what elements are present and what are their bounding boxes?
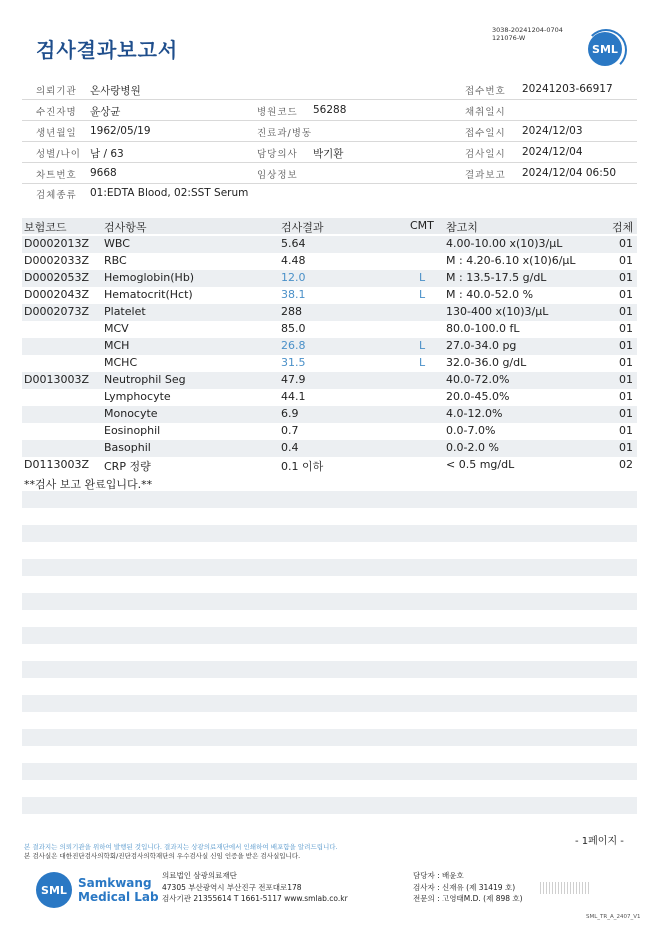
cell-result: 31.5 — [281, 356, 306, 369]
hospital-value: 온사랑병원 — [90, 85, 141, 97]
info-row-2 — [22, 100, 637, 121]
tester-name: 신재유 (제 31419 호) — [442, 882, 516, 892]
info-row-6 — [22, 183, 637, 203]
cell-code: D0002073Z — [24, 305, 89, 318]
sml-logo: SML — [588, 32, 622, 66]
cell-code: D0002043Z — [24, 288, 89, 301]
table-row — [22, 270, 637, 287]
cell-result: 288 — [281, 305, 302, 318]
logo-arc-icon — [585, 29, 627, 71]
cell-result: 12.0 — [281, 271, 306, 284]
specimen-value: 01:EDTA Blood, 02:SST Serum — [90, 187, 249, 199]
empty-row-stripe — [22, 695, 637, 712]
form-code: SML_TR_A_2407_V1 — [586, 914, 641, 920]
cell-ref: 20.0-45.0% — [446, 390, 510, 403]
clinical-label: 임상정보 — [257, 170, 298, 181]
cell-result: 47.9 — [281, 373, 306, 386]
cell-item: Eosinophil — [104, 424, 161, 437]
page-title: 검사결과보고서 — [36, 38, 179, 62]
cell-cmt: L — [419, 271, 426, 284]
chart-value: 9668 — [90, 167, 117, 179]
cell-spec: 01 — [619, 441, 633, 454]
cell-spec: 01 — [619, 339, 633, 352]
table-row — [22, 389, 637, 406]
cell-spec: 01 — [619, 254, 633, 267]
cell-spec: 01 — [619, 373, 633, 386]
cell-result: 0.1 이하 — [281, 460, 324, 473]
cell-item: Monocyte — [104, 407, 158, 420]
hosp-code-value: 56288 — [313, 104, 347, 116]
cell-cmt: L — [419, 339, 426, 352]
cell-item: MCHC — [104, 356, 138, 369]
cell-item: Platelet — [104, 305, 146, 318]
specimen-label: 검체종류 — [36, 190, 77, 201]
table-row — [22, 355, 637, 372]
dept-label: 진료과/병동 — [257, 128, 313, 139]
cell-ref: M : 40.0-52.0 % — [446, 288, 534, 301]
cell-ref: 0.0-2.0 % — [446, 441, 499, 454]
birth-value: 1962/05/19 — [90, 125, 151, 137]
cell-code: D0002053Z — [24, 271, 89, 284]
table-row — [22, 321, 637, 338]
empty-row-stripe — [22, 593, 637, 610]
cell-result: 0.7 — [281, 424, 299, 437]
cell-item: Basophil — [104, 441, 151, 454]
footer-note-1: 본 결과지는 의뢰기관을 위하여 발행된 것입니다. 결과지는 상광의료재단에서 인쇄하여 배포함을 알려드립니다. — [24, 843, 338, 851]
table-row — [22, 406, 637, 423]
doctor-label: 담당의사 — [257, 149, 298, 160]
table-row — [22, 253, 637, 270]
cell-result: 6.9 — [281, 407, 299, 420]
col-code: 보험코드 — [24, 221, 67, 234]
hosp-code-label: 병원코드 — [257, 107, 298, 118]
cell-spec: 01 — [619, 424, 633, 437]
sex-age-value: 남 / 63 — [90, 148, 124, 160]
document-id: 3038-20241204-0704 121076-W — [492, 26, 563, 42]
doctor-value: 박기환 — [313, 148, 344, 160]
cell-code: D0002013Z — [24, 237, 89, 250]
cell-ref: 4.0-12.0% — [446, 407, 503, 420]
table-row — [22, 423, 637, 440]
col-item: 검사항목 — [104, 221, 147, 234]
info-row-3 — [22, 121, 637, 142]
signature-mark — [540, 882, 590, 894]
table-row — [22, 440, 637, 457]
cell-result: 4.48 — [281, 254, 306, 267]
cell-ref: M : 4.20-6.10 x(10)6/μL — [446, 254, 576, 267]
cell-spec: 01 — [619, 237, 633, 250]
empty-row-stripe — [22, 763, 637, 780]
sex-age-label: 성별/나이 — [36, 149, 81, 160]
cell-item: RBC — [104, 254, 127, 267]
brand-name: Samkwang Medical Lab — [78, 876, 159, 904]
table-row — [22, 287, 637, 304]
cell-ref: 4.00-10.00 x(10)3/μL — [446, 237, 563, 250]
staff-info: 담당자 : 배윤호 검사자 : 신재유 (제 31419 호) 전문의 : 고영태M.D. (제 898 호) — [413, 871, 523, 903]
sml-footer-logo: SML — [36, 872, 72, 908]
cell-spec: 01 — [619, 271, 633, 284]
table-row — [22, 304, 637, 321]
cell-spec: 01 — [619, 390, 633, 403]
col-spec: 검체 — [612, 221, 634, 234]
name-label: 수진자명 — [36, 107, 77, 118]
birth-label: 생년월일 — [36, 128, 77, 139]
page-number: - 1페이지 - — [575, 836, 624, 847]
report-complete-message: **검사 보고 완료입니다.** — [24, 478, 153, 491]
cell-ref: 40.0-72.0% — [446, 373, 510, 386]
test-date-label: 검사일시 — [465, 149, 506, 160]
cell-spec: 01 — [619, 288, 633, 301]
collect-date-label: 채취일시 — [465, 107, 506, 118]
hospital-label: 의뢰기관 — [36, 86, 77, 97]
cell-code: D0113003Z — [24, 458, 89, 471]
cell-item: Lymphocyte — [104, 390, 171, 403]
cell-ref: M : 13.5-17.5 g/dL — [446, 271, 547, 284]
empty-row-stripe — [22, 729, 637, 746]
receipt-date-label: 접수일시 — [465, 128, 506, 139]
cell-result: 44.1 — [281, 390, 306, 403]
empty-row-stripe — [22, 797, 637, 814]
cell-spec: 02 — [619, 458, 633, 471]
cell-result: 5.64 — [281, 237, 306, 250]
cell-ref: 0.0-7.0% — [446, 424, 496, 437]
cell-ref: 80.0-100.0 fL — [446, 322, 520, 335]
cell-result: 85.0 — [281, 322, 306, 335]
cell-item: Hemoglobin(Hb) — [104, 271, 195, 284]
results-table-header — [22, 218, 637, 234]
empty-row-stripe — [22, 559, 637, 576]
cell-item: WBC — [104, 237, 130, 250]
cell-ref: < 0.5 mg/dL — [446, 458, 515, 471]
cell-result: 26.8 — [281, 339, 306, 352]
cell-spec: 01 — [619, 305, 633, 318]
cell-ref: 130-400 x(10)3/μL — [446, 305, 549, 318]
cell-item: Hematocrit(Hct) — [104, 288, 193, 301]
cell-item: Neutrophil Seg — [104, 373, 186, 386]
info-row-5 — [22, 163, 637, 184]
cell-spec: 01 — [619, 322, 633, 335]
test-date-value: 2024/12/04 — [522, 146, 583, 158]
report-date-label: 결과보고 — [465, 170, 506, 181]
table-row — [22, 372, 637, 389]
cell-item: MCH — [104, 339, 130, 352]
cell-code: D0013003Z — [24, 373, 89, 386]
info-row-4 — [22, 142, 637, 163]
org-info: 의료법인 삼광의료재단 47305 부산광역시 부산진구 전포대로178 검사기관 21355614 T 1661-5117 www.smlab.co.kr — [162, 871, 348, 903]
cell-spec: 01 — [619, 407, 633, 420]
cell-spec: 01 — [619, 356, 633, 369]
empty-row-stripe — [22, 525, 637, 542]
specialist-name: 고영태M.D. (제 898 호) — [442, 894, 523, 903]
empty-row-stripe — [22, 661, 637, 678]
cell-result: 0.4 — [281, 441, 299, 454]
staff-name: 배윤호 — [442, 871, 464, 880]
report-date-value: 2024/12/04 06:50 — [522, 167, 617, 179]
receipt-date-value: 2024/12/03 — [522, 125, 583, 137]
table-row — [22, 338, 637, 355]
cell-ref: 32.0-36.0 g/dL — [446, 356, 527, 369]
chart-label: 차트번호 — [36, 170, 77, 181]
receipt-no-value: 20241203-66917 — [522, 83, 613, 95]
receipt-no-label: 접수번호 — [465, 86, 506, 97]
table-row — [22, 236, 637, 253]
cell-result: 38.1 — [281, 288, 306, 301]
cell-code: D0002033Z — [24, 254, 89, 267]
table-row — [22, 457, 637, 474]
empty-row-stripe — [22, 491, 637, 508]
info-row-1 — [22, 79, 637, 100]
cell-cmt: L — [419, 356, 426, 369]
cell-ref: 27.0-34.0 pg — [446, 339, 517, 352]
col-ref: 참고치 — [446, 221, 478, 234]
cell-item: MCV — [104, 322, 129, 335]
cell-cmt: L — [419, 288, 426, 301]
empty-row-stripe — [22, 627, 637, 644]
name-value: 윤상균 — [90, 106, 121, 118]
footer-note-2: 본 검사실은 대한진단검사의학회/진단검사의학재단의 우수검사실 신임 인증을 받은 검사실입니다. — [24, 852, 301, 860]
col-result: 검사결과 — [281, 221, 324, 234]
cell-item: CRP 정량 — [104, 460, 151, 473]
col-cmt: CMT — [410, 219, 434, 232]
